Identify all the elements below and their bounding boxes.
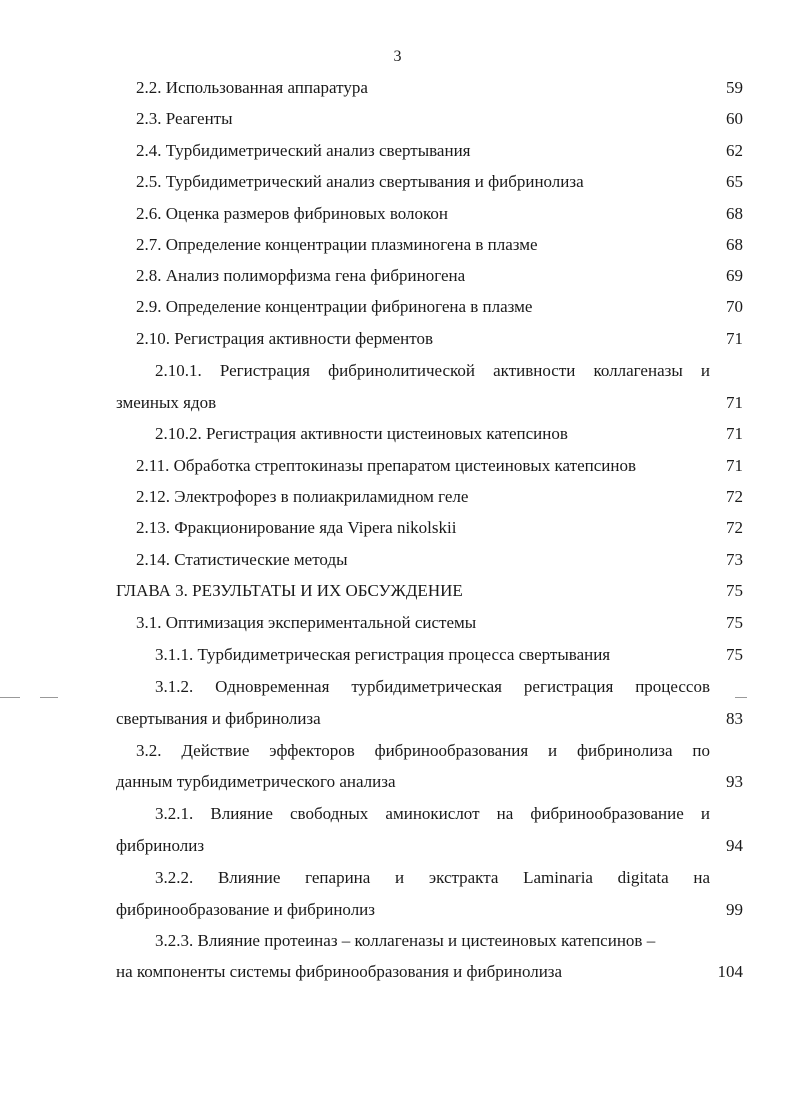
toc-chapter-heading: ГЛАВА 3. РЕЗУЛЬТАТЫ И ИХ ОБСУЖДЕНИЕ bbox=[116, 581, 463, 600]
toc-entry-text: 3.2.1. Влияние свободных аминокислот на фибринообразование и bbox=[155, 804, 710, 823]
toc-entry-page: 59 bbox=[726, 78, 743, 97]
toc-entry-text: 2.11. Обработка стрептокиназы препаратом цистеиновых катепсинов bbox=[136, 456, 636, 475]
toc-entry-text: 2.10. Регистрация активности ферментов bbox=[136, 329, 434, 348]
scan-artifact bbox=[40, 697, 58, 698]
toc-entry-page: 71 bbox=[726, 329, 743, 348]
toc-entry-page: 65 bbox=[726, 172, 743, 191]
toc-entry-page: 68 bbox=[726, 235, 743, 254]
toc-entry-page: 83 bbox=[726, 709, 743, 728]
scan-artifact bbox=[735, 697, 747, 698]
toc-entry-page: 71 bbox=[726, 393, 743, 412]
toc-entry-page: 72 bbox=[726, 518, 743, 537]
toc-entry-text: 3.2.2. Влияние гепарина и экстракта Laminaria digitata на bbox=[155, 868, 710, 887]
toc-entry-text: 2.7. Определение концентрации плазминогена в плазме bbox=[136, 235, 538, 254]
toc-entry-page: 94 bbox=[726, 836, 743, 855]
toc-entry-text: 3.2.3. Влияние протеиназ – коллагеназы и цистеиновых катепсинов – bbox=[155, 931, 656, 950]
toc-entry-text: 3.1. Оптимизация экспериментальной системы bbox=[136, 613, 477, 632]
toc-entry-text: 2.14. Статистические методы bbox=[136, 550, 348, 569]
toc-entry-text-continued: на компоненты системы фибринообразования и фибринолиза bbox=[116, 962, 563, 981]
toc-entry-page: 68 bbox=[726, 204, 743, 223]
toc-entry-text: 3.1.2. Одновременная турбидиметрическая регистрация процессов bbox=[155, 677, 710, 696]
toc-entry-text: 2.13. Фракционирование яда Vipera nikolskii bbox=[136, 518, 457, 537]
toc-entry-text: 3.1.1. Турбидиметрическая регистрация процесса свертывания bbox=[155, 645, 611, 664]
toc-entry-page: 104 bbox=[717, 962, 743, 981]
toc-entry-page: 71 bbox=[726, 424, 743, 443]
toc-entry-page: 71 bbox=[726, 456, 743, 475]
toc-entry-text: 2.6. Оценка размеров фибриновых волокон bbox=[136, 204, 448, 223]
toc-entry-text-continued: свертывания и фибринолиза bbox=[116, 709, 321, 728]
toc-entry-page: 73 bbox=[726, 550, 743, 569]
toc-entry-page: 62 bbox=[726, 141, 743, 160]
toc-entry-text-continued: фибринообразование и фибринолиз bbox=[116, 900, 375, 919]
toc-entry-page: 75 bbox=[726, 613, 743, 632]
toc-entry-text-continued: данным турбидиметрического анализа bbox=[116, 772, 396, 791]
toc-entry-text: 2.2. Использованная аппаратура bbox=[136, 78, 368, 97]
toc-entry-page: 75 bbox=[726, 581, 743, 600]
toc-entry-text-continued: змеиных ядов bbox=[116, 393, 217, 412]
toc-entry-text: 2.9. Определение концентрации фибриногена в плазме bbox=[136, 297, 533, 316]
toc-entry-text: 2.10.1. Регистрация фибринолитической активности коллагеназы и bbox=[155, 361, 710, 380]
toc-entry-text: 2.5. Турбидиметрический анализ свертывания и фибринолиза bbox=[136, 172, 584, 191]
toc-entry-text: 2.3. Реагенты bbox=[136, 109, 233, 128]
toc-entry-text-continued: фибринолиз bbox=[116, 836, 205, 855]
page-number: 3 bbox=[393, 48, 402, 65]
toc-entry-page: 99 bbox=[726, 900, 743, 919]
toc-entry-text: 2.4. Турбидиметрический анализ свертывания bbox=[136, 141, 471, 160]
scan-artifact bbox=[0, 697, 20, 698]
toc-entry-page: 75 bbox=[726, 645, 743, 664]
toc-entry-page: 93 bbox=[726, 772, 743, 791]
toc-entry-page: 69 bbox=[726, 266, 743, 285]
toc-entry-text: 2.10.2. Регистрация активности цистеиновых катепсинов bbox=[155, 424, 568, 443]
toc-entry-page: 70 bbox=[726, 297, 743, 316]
toc-entry-page: 60 bbox=[726, 109, 743, 128]
toc-entry-page: 72 bbox=[726, 487, 743, 506]
toc-entry-text: 2.12. Электрофорез в полиакриламидном геле bbox=[136, 487, 469, 506]
toc-entry-text: 2.8. Анализ полиморфизма гена фибриногена bbox=[136, 266, 466, 285]
toc-entry-text: 3.2. Действие эффекторов фибринообразования и фибринолиза по bbox=[136, 741, 710, 760]
